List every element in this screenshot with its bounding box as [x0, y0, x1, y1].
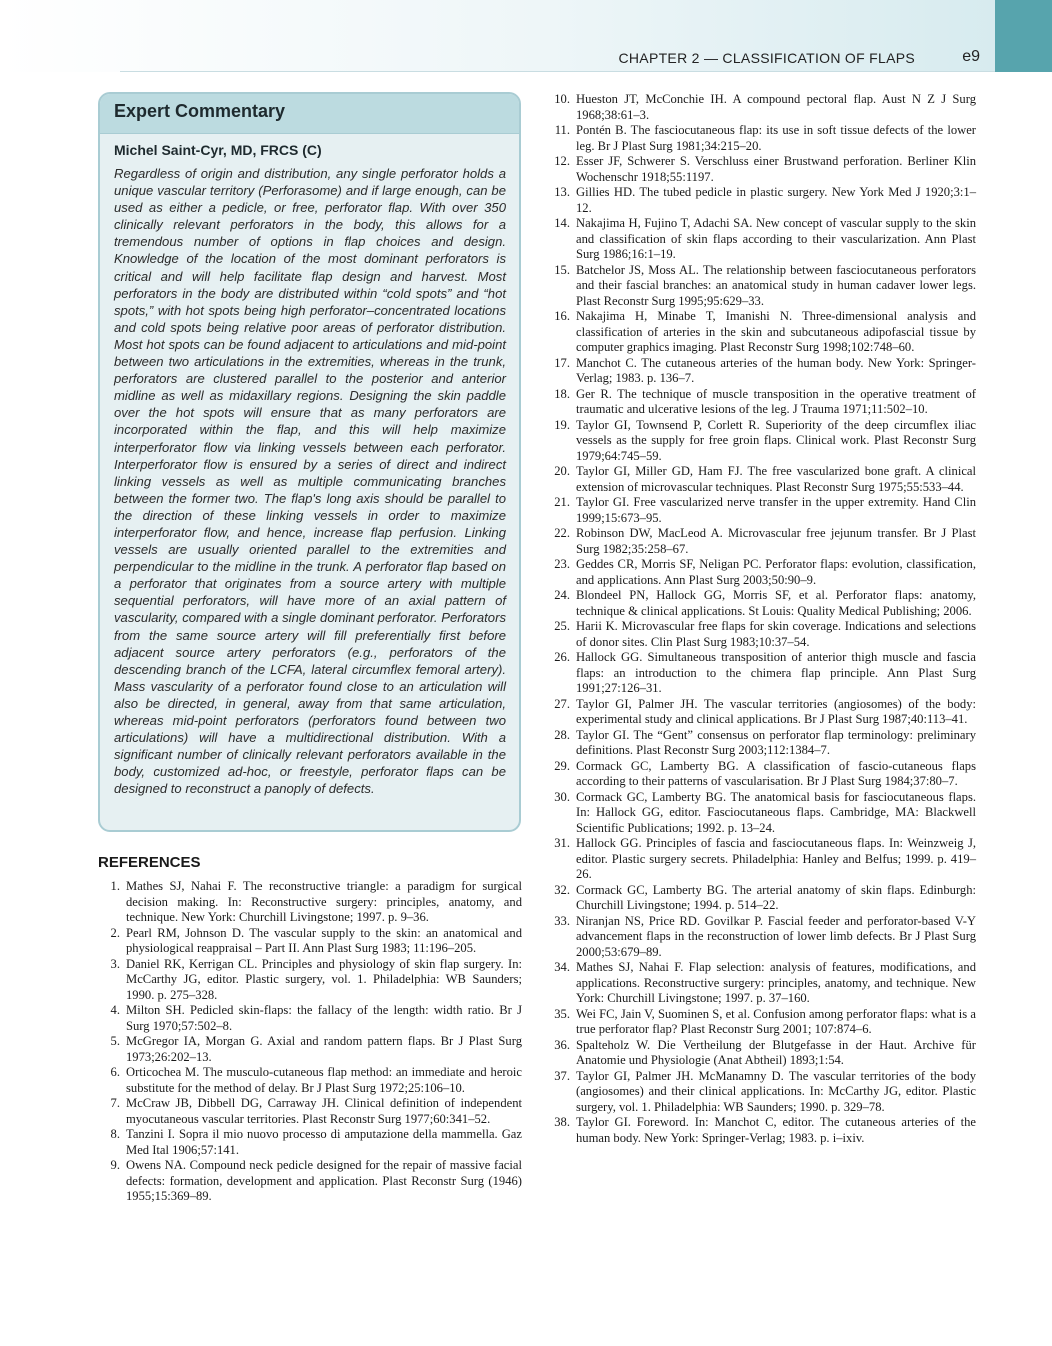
reference-item [548, 1115, 976, 1146]
reference-text: Batchelor JS, Moss AL. The relationship between fasciocutaneous perforators and their fascial branches: an anatomical study in human cadaver lower legs. Plast Reconstr Surg 1995;95:629–33. [576, 262, 976, 308]
reference-item [548, 263, 976, 310]
reference-item [98, 1158, 522, 1205]
reference-number: 3. [110, 956, 120, 971]
reference-text: Esser JF, Schwerer S. Verschluss einer Brustwand perforation. Berliner Klin Wochenschr 1918;55:1197. [576, 154, 976, 184]
references-right-column [548, 92, 976, 1146]
reference-text: Mathes SJ, Nahai F. Flap selection: analysis of features, modifications, and applications. Reconstructive surgery: principles, anatomy, and technique. New York: Churchill Livingstone; 1997. p. 37–160. [576, 960, 976, 1005]
reference-text: Robinson DW, MacLeod A. Microvascular free jejunum transfer. Br J Plast Surg 1982;35:258–67. [576, 526, 976, 556]
reference-number: 18. [554, 386, 570, 401]
reference-number: 11. [554, 123, 570, 137]
reference-text: Taylor GI, Townsend P, Corlett R. Superiority of the deep circumflex iliac vessels as the supply for free groin flaps. Clinical work. Plast Reconstr Surg 1979;64:745–59. [576, 417, 976, 463]
reference-item [548, 697, 976, 728]
reference-text: Orticochea M. The musculo-cutaneous flap method: an immediate and heroic substitute for the method of delay. Br J Plast Surg 1972;25:106–10. [126, 1065, 522, 1095]
reference-text: Gillies HD. The tubed pedicle in plastic surgery. New York Med J 1920;3:1–12. [576, 185, 976, 215]
reference-number: 32. [554, 882, 570, 897]
reference-text: Taylor GI. The “Gent” consensus on perforator flap terminology: preliminary definitions. Plast Reconstr Surg 2003;112:1384–7. [576, 727, 976, 757]
reference-number: 17. [554, 355, 570, 370]
reference-item [548, 464, 976, 495]
reference-number: 33. [554, 913, 570, 928]
page-number: e9 [962, 48, 980, 65]
reference-number: 9. [110, 1158, 120, 1172]
reference-number: 19. [554, 417, 570, 432]
reference-text: Nakajima H, Fujino T, Adachi SA. New concept of vascular supply to the skin and classification of skin flaps according to their vascularization. Ann Plast Surg 1986;16:1–19. [576, 216, 976, 261]
reference-text: Blondeel PN, Hallock GG, Morris SF, et al. Perforator flaps: anatomy, technique & clinical applications. St Louis: Quality Medical Publishing; 2006. [576, 588, 976, 618]
reference-number: 7. [110, 1096, 120, 1110]
reference-number: 14. [554, 216, 570, 230]
reference-item [548, 1007, 976, 1038]
reference-number: 20. [554, 464, 570, 478]
reference-number: 35. [554, 1006, 570, 1021]
chapter-tab [995, 0, 1052, 72]
reference-item [548, 526, 976, 557]
reference-item [548, 356, 976, 387]
reference-text: Pearl RM, Johnson D. The vascular supply to the skin: an anatomical and physiological reappraisal – Part II. Ann Plast Surg 1983; 11:196–205. [126, 925, 522, 955]
reference-text: Harii K. Microvascular free flaps for skin coverage. Indications and selections of donor sites. Clin Plast Surg 1983;10:37–54. [576, 619, 976, 649]
reference-item [548, 650, 976, 697]
reference-item [98, 1065, 522, 1096]
reference-text: Cormack GC, Lamberty BG. The arterial anatomy of skin flaps. Edinburgh: Churchill Livingstone; 1994. p. 514–22. [576, 882, 976, 912]
reference-number: 15. [554, 262, 570, 277]
reference-number: 6. [110, 1065, 120, 1079]
reference-number: 1. [110, 879, 120, 893]
reference-text: Mathes SJ, Nahai F. The reconstructive triangle: a paradigm for surgical decision making. In: Reconstructive surgery: principles, anatomy, and technique. New York: Churchill Livingstone; 1997. p. 9–36. [126, 879, 522, 924]
reference-text: Spalteholz W. Die Vertheilung der Blutgefasse in der Haut. Archive für Anatomie und Physiologie (Anat Abtheil) 1893;1:54. [576, 1037, 976, 1067]
reference-item [548, 123, 976, 154]
commentary-body: Regardless of origin and distribution, any single perforator holds a unique vascular territory (Perforasome) and if large enough, can be used as either a pedicle, or free, perforator flap. With over 350 clinically relevant perforators in the body, this allows for a tremendous number of options in flap choices and design. Knowledge of the location of the most dominant perforators is critical and will help facilitate flap design and harvest. Most perforators in the body are distributed within “cold spots” and “hot spots,” with hot spots being high perforator–concentrated locations and cold spots being relative poor areas of perforator distribution. Most hot spots can be found adjacent to articulations and mid-point between two articulations in the extremities, whereas in the trunk, perforators are clustered parallel to the posterior and anterior midline as well as midaxillary regions. Designing the skin paddle over the hot spots will ensure that as many perforators are incorporated within the flap, and this will help maximize interperforator flow via linking vessels between each perforator. Interperforator flow is ensured by a series of direct and indirect linking vessels as well as multiple communicating branches between the former two. The flap's long axis should be parallel to the direction of these linking vessels in order to maximize interperforator flow, and hence, increase flap perfusion. Linking vessels are usually oriented parallel to the extremities and perpendicular to the midline in the trunk. A perforator flap based on a perforator that originates from a source artery with multiple sequential perforators, will have more of an axial pattern of vascularity, compared with a single dominant perforator. Perforators from the same source artery will fill preferentially first before adjacent source artery perforators (e.g., perforators of the descending branch of the LCFA, lateral circumflex femoral artery). Mass vascularity of a perforator found close to an articulation will also be directed, in general, away from that same articulation, whereas mid-point perforators (perforators found between two articulations) will have a multidirectional distribution. With a significant number of clinically relevant perforators available in the body, customized ad-hoc, or freestyle, perforator flaps can be designed to reconstruct a panoply of defects. [114, 166, 506, 797]
reference-number: 13. [554, 185, 570, 199]
reference-item [548, 495, 976, 526]
reference-text: Taylor GI, Miller GD, Ham FJ. The free vascularized bone graft. A clinical extension of microvascular techniques. Plast Reconstr Surg 1975;55:533–44. [576, 464, 976, 494]
reference-number: 8. [110, 1127, 120, 1141]
reference-text: Nakajima H, Minabe T, Imanishi N. Three-dimensional analysis and classification of arteries in the skin and subcutaneous adipofascial tissue by computer graphics imaging. Plast Reconstr Surg 1998;102:748–60. [576, 309, 976, 354]
reference-text: Taylor GI, Palmer JH. The vascular territories (angiosomes) of the body: experimental study and clinical applications. Br J Plast Surg 1987;40:113–41. [576, 696, 976, 726]
reference-number: 24. [554, 588, 570, 602]
reference-text: Hueston JT, McConchie IH. A compound pectoral flap. Aust N Z J Surg 1968;38:61–3. [576, 92, 976, 122]
reference-item [548, 619, 976, 650]
reference-item [98, 926, 522, 957]
reference-item [548, 92, 976, 123]
reference-item [98, 957, 522, 1004]
reference-item [98, 879, 522, 926]
reference-number: 21. [554, 495, 570, 509]
reference-number: 5. [110, 1034, 120, 1048]
reference-text: Geddes CR, Morris SF, Neligan PC. Perforator flaps: evolution, classification, and applications. Ann Plast Surg 2003;50:90–9. [576, 557, 976, 587]
reference-item [548, 960, 976, 1007]
reference-text: Cormack GC, Lamberty BG. A classification of fascio-cutaneous flaps according to their patterns of vascularisation. Br J Plast Surg 1984;37:80–7. [576, 758, 976, 788]
reference-number: 28. [554, 727, 570, 742]
references-heading: REFERENCES [98, 854, 201, 871]
reference-item [548, 588, 976, 619]
reference-item [548, 154, 976, 185]
commentary-title: Expert Commentary [114, 101, 286, 121]
reference-text: Cormack GC, Lamberty BG. The anatomical basis for fasciocutaneous flaps. In: Hallock GG, editor. Fasciocutaneous flaps. Cambridge, MA: Blackwell Scientific Publications; 1992. p. 13–24. [576, 789, 976, 835]
reference-number: 23. [554, 557, 570, 571]
reference-text: Owens NA. Compound neck pedicle designed for the repair of massive facial defects: formation, development and application. Plast Reconstr Surg (1946) 1955;15:369–89. [126, 1158, 522, 1203]
reference-number: 27. [554, 696, 570, 711]
reference-item [548, 387, 976, 418]
reference-item [548, 790, 976, 837]
reference-item [548, 1069, 976, 1116]
reference-text: Ger R. The technique of muscle transposition in the operative treatment of traumatic and ulcerative lesions of the leg. J Trauma 1971;11:502–10. [576, 386, 976, 416]
reference-item [548, 914, 976, 961]
reference-item [98, 1003, 522, 1034]
reference-number: 12. [554, 154, 570, 168]
running-head: CHAPTER 2 — CLASSIFICATION OF FLAPS [618, 50, 915, 66]
reference-number: 4. [110, 1003, 120, 1017]
expert-commentary-box [98, 92, 521, 832]
reference-item [98, 1034, 522, 1065]
reference-item [98, 1096, 522, 1127]
reference-item [548, 1038, 976, 1069]
reference-text: Pontén B. The fasciocutaneous flap: its use in soft tissue defects of the lower leg. Br J Plast Surg 1981;34:215–20. [576, 123, 976, 153]
reference-text: Niranjan NS, Price RD. Govilkar P. Fascial feeder and perforator-based V-Y advancement flaps in the reconstruction of lower limb defects. Br J Plast Surg 2000;53:679–89. [576, 913, 976, 959]
reference-text: Daniel RK, Kerrigan CL. Principles and physiology of skin flap surgery. In: McCarthy JG, editor. Plastic surgery, vol. 1. Philadelphia: WB Saunders; 1990. p. 275–328. [126, 956, 522, 1002]
reference-number: 37. [554, 1068, 570, 1083]
reference-number: 16. [554, 309, 570, 323]
reference-item [548, 216, 976, 263]
reference-text: Taylor GI, Palmer JH. McManamny D. The vascular territories of the body (angiosomes) and their clinical applications. In: McCarthy JG, editor. Plastic surgery, vol. 1. Philadelphia: WB Saunders; 1990. p. 329–78. [576, 1068, 976, 1114]
reference-number: 31. [554, 836, 570, 850]
reference-number: 26. [554, 650, 570, 664]
reference-number: 38. [554, 1115, 570, 1129]
references-left-column [98, 879, 522, 1205]
reference-number: 34. [554, 960, 570, 974]
reference-item [548, 185, 976, 216]
reference-text: Hallock GG. Principles of fascia and fasciocutaneous flaps. In: Weinzweig J, editor. Plastic surgery secrets. Philadelphia: Hanley and Belfus; 1999. p. 419–26. [576, 836, 976, 881]
reference-number: 30. [554, 789, 570, 804]
reference-item [98, 1127, 522, 1158]
reference-text: Wei FC, Jain V, Suominen S, et al. Confusion among perforator flaps: what is a true perforator flap? Plast Reconstr Surg 2001; 107:874–6. [576, 1006, 976, 1036]
reference-text: McCraw JB, Dibbell DG, Carraway JH. Clinical definition of independent myocutaneous vascular territories. Plast Reconstr Surg 1977;60:341–52. [126, 1096, 522, 1126]
reference-number: 10. [554, 92, 570, 106]
reference-number: 22. [554, 526, 570, 540]
commentary-author: Michel Saint-Cyr, MD, FRCS (C) [114, 142, 322, 158]
reference-item [548, 309, 976, 356]
reference-text: Milton SH. Pedicled skin-flaps: the fallacy of the length: width ratio. Br J Surg 1970;57:502–8. [126, 1003, 522, 1033]
reference-item [548, 728, 976, 759]
reference-item [548, 418, 976, 465]
header-rule [120, 71, 995, 72]
reference-text: Taylor GI. Foreword. In: Manchot C, editor. The cutaneous arteries of the human body. New York: Springer-Verlag; 1983. p. i–ixiv. [576, 1115, 976, 1145]
reference-number: 29. [554, 758, 570, 773]
reference-number: 25. [554, 619, 570, 633]
reference-item [548, 557, 976, 588]
reference-text: Taylor GI. Free vascularized nerve transfer in the upper extremity. Hand Clin 1999;15:673–95. [576, 495, 976, 525]
reference-text: Hallock GG. Simultaneous transposition of anterior thigh muscle and fascia flaps: an introduction to the chimera flap principle. Ann Plast Surg 1991;27:126–31. [576, 650, 976, 695]
reference-number: 2. [110, 925, 120, 940]
reference-text: Manchot C. The cutaneous arteries of the human body. New York: Springer-Verlag; 1983. p. 136–7. [576, 355, 976, 385]
reference-number: 36. [554, 1037, 570, 1052]
reference-text: Tanzini I. Sopra il mio nuovo processo di amputazione della mammella. Gaz Med Ital 1906;57:141. [126, 1127, 522, 1157]
reference-item [548, 883, 976, 914]
reference-item [548, 759, 976, 790]
reference-item [548, 836, 976, 883]
reference-text: McGregor IA, Morgan G. Axial and random pattern flaps. Br J Plast Surg 1973;26:202–13. [126, 1034, 522, 1064]
